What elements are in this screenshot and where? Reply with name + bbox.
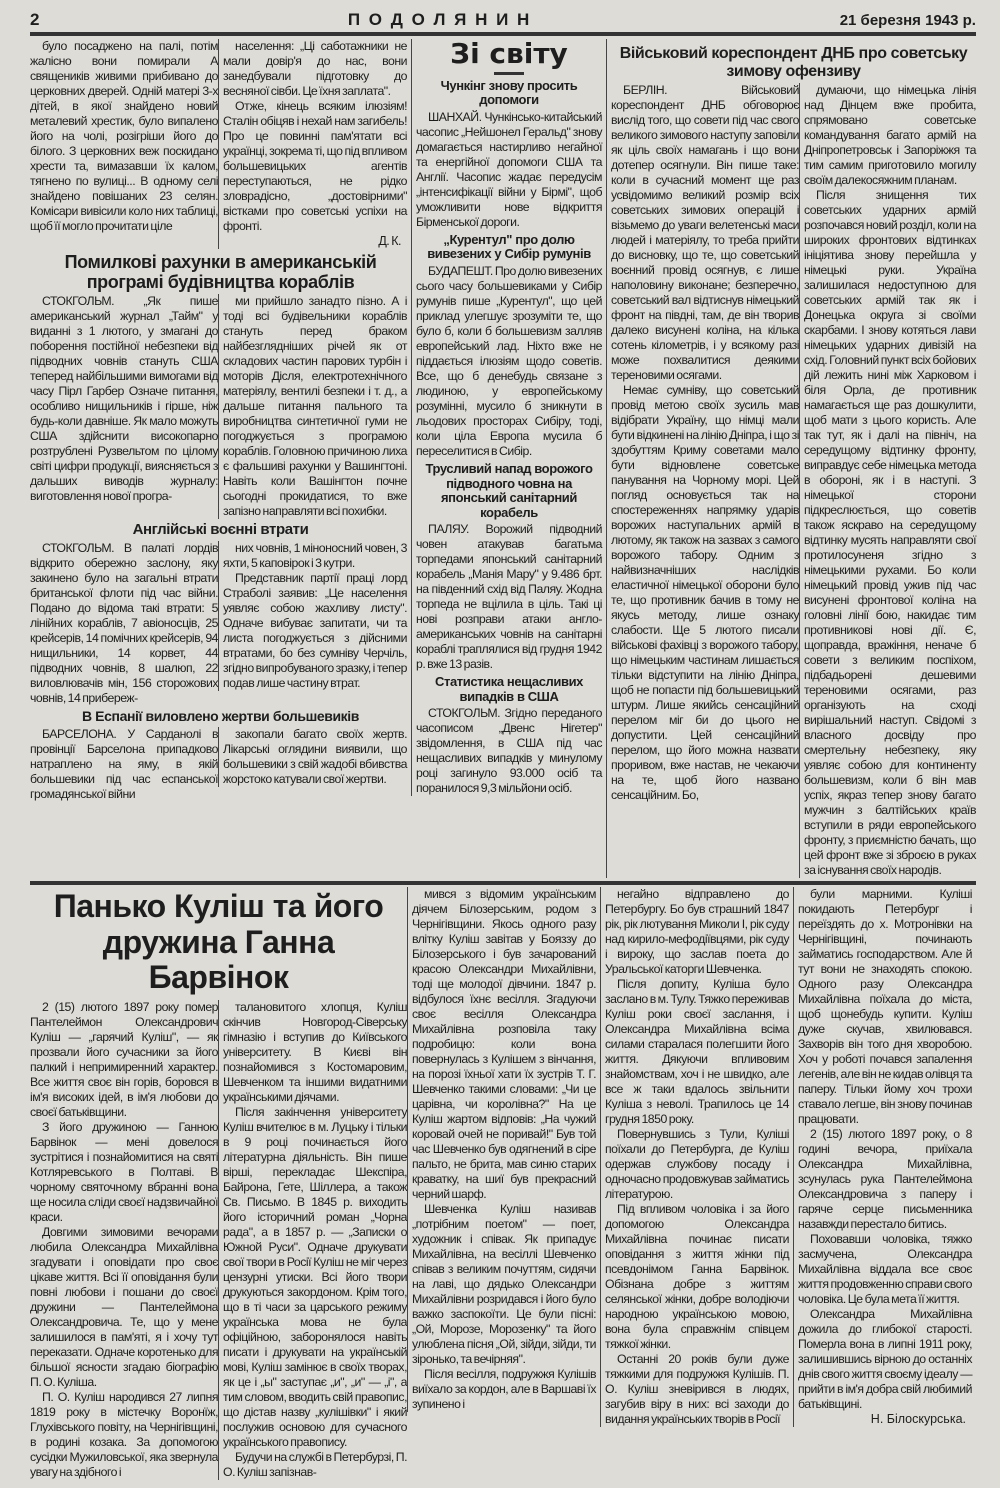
paragraph: ми прийшло занадто пізно. А і тоді всі будівельники кораблів стануть перед браком найбезглядніших річей як от складових частин парових турбін і моторів Дісля, електротехнічного матеріялу, вентилі безпеки і т. д., а дальше питання пального та виробництва синтетичної гуми не погоджується з програмою кораблів. Головною причиною лиха є фальшиві рахунки у Вашингтоні. Навіть коли Вашінгтон почне сьогодні прокидатися, то вже запізно направляти всі похибки. xyxy=(223,294,407,519)
feature-col2 xyxy=(218,1000,407,1480)
paragraph: були марними. Куліші покидають Петербург і переїздять до х. Мотронівки на Чернігівщині, починають займатись господарством. Але й тут вони не знаходять спокою. Одного разу Олександра Михайлівна поїхала до міста, щоб щонебудь купити. Куліш дуже скучав, хвилювався. Захворів він того дня хворобою. Хоч у роботі почався запалення легенів, але він не кидав олівця та паперу. Тільки йому хоч трохи ставало легше, він знову починав працювати. xyxy=(798,886,972,1126)
paragraph: ПАЛЯУ. Ворожий підводний човен атакував багатьма торпедами японський санітарний корабель „Манія Мару" у 9.486 брт. на південний схід від Паляу. Жодна торпеда не вцілила в ціль. Такі ці нові розправи атаки англо-американських човнів на санітарні кораблі траплялися від грудня 1942 р. вже 13 разів. xyxy=(416,522,602,672)
article-e-columns xyxy=(611,83,976,878)
article-d xyxy=(30,727,411,802)
article-e-col1 xyxy=(611,83,799,803)
feature-first-columns xyxy=(30,1000,407,1480)
paragraph: БЕРЛІН. Військовий кореспондент ДНБ обговорює вислід того, що совети під час свого великого зимового наступу заповіли як ціль своїх намагань і що вони дотепер осягнули. Він пише таке: коли в сучасний момент ще раз усвідомимо великий розмір всіх советських зимових операцій і візьмемо до уваги велетенські маси людей і матеріялу, то треба прийти до висновку, що те, що советський воєнний провід осягнув, є лише наполовину виконане; безперечно, советський вал відтиснув німецький фронт на півдні, там, де він творив далеко висунені коліна, на кілька сотень кілометрів, і у всякому разі може похвалитися деякими тереновими осягами. xyxy=(611,82,799,382)
feature-col3 xyxy=(407,887,600,1412)
paragraph: думаючи, що німецька лінія над Дінцем вже пробита, спрямовано советське командування багато армій на Дніпропетровськ і Запоріжжя та тим самим приготовило могилу своїм далекосяжним планам. xyxy=(804,82,976,187)
paragraph: СТОКГОЛЬМ. „Як пише американський журнал „Тайм" у виданні з 1 лютого, у змагані до поборення постійної небезпеки від підводних човнів стануть США теперед найбільшими вимогами від часу Пірл Гарбер Означе питання, особливо нищильників і гірше, ніж будь-коли давніше. Як мало можуть США здійснити високопарно розтрублені Рузвельтом по цілому світі цифри продукції, виясняється з дальших виводів журналу: виготовлення нової програ- xyxy=(30,294,218,504)
issue-date: 21 березня 1943 р. xyxy=(839,11,976,29)
page-number: 2 xyxy=(30,10,40,29)
article-a-signature: Д. К. xyxy=(378,234,401,248)
paragraph: талановитого хлопця, Куліш скінчив Новгород-Сіверську гімназію і вступив до Київського університету. В Києві він познайомився з Костомаровим, Шевченком та іншими видатними українськими діячами. xyxy=(223,1000,407,1105)
feature-signature: Н. Білоскурська. xyxy=(870,1411,966,1426)
article-a-col2 xyxy=(218,39,407,249)
paragraph: П. О. Куліш народився 27 липня 1819 року в містечку Воронїж, Глухівського повіту, на Чернігівщині, в родині козака. За допомогою сусідки Мужиловської, яка звернула увагу на здібного і xyxy=(30,1390,218,1480)
paragraph: Будучи на службі в Петербурзі, П. О. Куліш запізнав- xyxy=(223,1450,407,1480)
section-dash xyxy=(494,72,524,75)
paragraph: було посаджено на палі, потім жалісно вони помирали А священиків живими прибивано до церковних дверей. Одній матері 3-х дітей, в якої знайдено новий металевий хрестик, було випалено його на чолі, розігріши його до білого. З церковних веж поскидано хрести та, вимазавши їх калом, тягнено по вулиці... В одному селі знайдено повішаних 23 селян. Комісари вивісили коло них таблиці, щоб її могло прочитати ціле xyxy=(30,39,218,233)
article-d-col1 xyxy=(30,727,218,802)
paragraph: Поховавши чоловіка, тяжко засмучена, Олександра Михайлівна віддала все своє життя продовженню справи свого чоловіка. Це була мета її життя. xyxy=(798,1231,972,1306)
article-b-col1 xyxy=(30,294,218,504)
feature-section xyxy=(30,881,976,1480)
article-c-col1 xyxy=(30,541,218,706)
world-item-4-headline: Статистика нещасливих випадків в США xyxy=(434,674,583,704)
paragraph: Після знищення тих советських ударних армій розпочався новий розділ, коли на широких фронтових відтинках ініціятива знову перейшла у німецькі руки. Україна залишилася недоступною для советських армій так як і Донецька округа зі своїми скарбами. І знову котяться лави німецьких ударних дивізій на схід. Головний пункт всіх бойових дій лежить нині між Харковом і біля Орла, де противник намагається ще раз дошкулити, щоб мати з цього користь. Але так тут, як і далі на північ, на середущому відтинку фронту, виправдує себе німецька метода в обороні, як і в наступі. З німецької сторони підкреслюється, що советів також яскраво на середущому відтинку мусять направляти свої протилосуненя згідно з німецькими рухами. Бо коли німецький провід ужив під час висунені фронтової коліна на головні лінії бою, накидає тим противникові нові дії. Є, щоправда, вражіння, неначе б совети з великим поспіхом, підбадьорені дешевими тереновими осягами, раз організують на сході вирішальний наступ. Свідомі з власного досвіду про смертельну небезпеку, яку уявляє собою для континенту большевизм, коли б він мав успіх, якраз тепер знову багато мужчин з балтійських країв вступили в ряди европейського фронту, з приємністю бачать, що цей фронт вже зі зброєю в руках за існування своїх народів. xyxy=(804,187,976,877)
article-b xyxy=(30,294,411,519)
paragraph: Повернувшись з Тули, Куліші поїхали до Петербурга, де Куліш одержав службову посаду і одночасно продовжував займатись літературою. xyxy=(605,1126,789,1201)
paragraph: Останні 20 років були дуже тяжкими для подружжя Кулішів. П. О. Куліш зневірився в людях, загубив віру в них: всі заходи до видання українських творів в Росії xyxy=(605,1351,789,1426)
article-c-headline: Англійські воєнні втрати xyxy=(132,521,309,539)
world-item-3-text xyxy=(416,522,602,672)
article-a xyxy=(30,39,411,249)
paragraph: негайно відправлено до Петербургу. Бо був страшний 1847 рік, рік лютування Миколи І, рік суду над кирило-мефодіївцями, рік суду і вироку, що заслав поета до Уральської каторги Шевченка. xyxy=(605,886,789,976)
article-d-col2 xyxy=(218,727,407,787)
paragraph: Після закінчення університету Куліш вчителює в м. Луцьку і тільки в 9 році починається його літературна діяльність. Він пише вірші, перекладає Шекспіра, Байрона, Гете, Шіллера, а також Св. Письмо. В 1845 р. виходить його історичний роман „Чорна рада", а в 1857 р. — „Записки о Южной Руси". Одначе друкувати свої твори в Росії Куліш не міг через цензурні утиски. Всі його твори друкуються закордоном. Крім того, що в ті часи за царського режиму українська мова не була офіційною, заборонялося навіть писати і друкувати на українській мові, Куліш замінює в своїх творах, як це і „ы" заступає „и", „и" — „і", а тим словом, вводить свій правопис, що дістав назву „кулішівки" і який послужив основою для сучасного українського правопису. xyxy=(223,1105,407,1450)
article-b-headline: Помилкові рахунки в американській програмі будівництва кораблів xyxy=(64,252,377,293)
feature-col4 xyxy=(600,887,793,1427)
article-a-col2-text xyxy=(223,39,407,234)
left-articles xyxy=(30,39,411,802)
world-item-2-text xyxy=(416,264,602,459)
feature-col5-wrap xyxy=(793,887,976,1427)
paragraph: Представник партії праці лорд Страболі заявив: „Це населення уявляє собою жахливу листу". Одначе вибуває запитати, чи та листа погоджується з дійсними втратами, бо без сумніву Черчіль, згідно випробуваного зразку, і тепер подав лише частину втрат. xyxy=(223,571,407,691)
paragraph: З його дружиною — Ганною Барвінок — мені довелося зустрітися і познайомитися на святі Котляревського в Полтаві. В чорному святочному вбранні вона ще носила сліди своєї надзвичайної краси. xyxy=(30,1120,218,1225)
feature-headline: Панько Куліш та його дружина Ганна Барвінок xyxy=(53,887,384,996)
article-c xyxy=(30,541,411,706)
paragraph: Отже, кінець всяким ілюзіям! Сталін обіцяв і нехай нам загибель! Про це повинні пам'ятати всі українці, зокрема ті, що під впливом большевицьких агентів переступаються, не рідко зловрадісно, „достовірними" вістками про советські успіхи на фронті. xyxy=(223,99,407,233)
top-section xyxy=(30,36,976,878)
paragraph: Після весілля, подружжя Кулішів виїхало за кордон, але в Варшаві їх зупинено і xyxy=(412,1366,596,1411)
paragraph: 2 (15) лютого 1897 року, о 8 годині вечора, приїхала Олександра Михайлівна, зсунулась рука Пантелеймона Олександровича з паперу і гаряче серце письменника назавжди перестало битись. xyxy=(798,1126,972,1231)
newspaper-title: П О Д О Л Я Н И Н xyxy=(347,10,532,29)
paragraph: БУДАПЕШТ. Про долю вивезених сього часу большевиками у Сибір румунів пише „Курентул", що цей приклад улегшує зрозуміти те, що було б, коли б большевизм залляв европейський лад. Ніхто вже не піддається ілюзіям щодо советів. Все, що б денебудь связане з людиною, у европейському розумінні, мусило б зникнути в льодових просторах Сибіру, тоді, коли ціла Европа мусила б переселитися в Сибір. xyxy=(416,263,602,458)
paragraph: СТОКГОЛЬМ. Згідно переданого часописом „Двенс Нігетер" звідомлення, в США під час нещасливих випадків у минулому році загинуло 93.000 осіб та поранилося 9,3 мільйони осіб. xyxy=(416,706,602,796)
world-item-1-text xyxy=(416,110,602,230)
world-item-1-headline: Чункінг знову просить допомоги xyxy=(440,77,578,108)
feature-col1 xyxy=(30,1000,218,1480)
paragraph: Шевченка Куліш називав „потрібним поетом" — поет, художник і співак. Як припадує Михайлівна, на весіллі Шевченко співав з великим почуттям, сидячи на лаві, що дядько Олександри Михайлівни розридався і його було важко заспокоїти. Це були пісні: „Ой, Морозе, Морозенку" та його улюблена пісня „Ой, зійди, зійди, ти зіронько, та вечірняя". xyxy=(412,1201,596,1366)
paragraph: закопали багато своїх жертв. Лікарські оглядини виявили, що большевики з свій жадобі вбивства жорстоко катували свої жертви. xyxy=(223,726,407,786)
feature-left xyxy=(30,887,407,1480)
paragraph: них човнів, 1 міноносний човен, 3 яхти, 5 каповірок і 3 кутри. xyxy=(223,541,407,571)
world-item-4-text xyxy=(416,706,602,796)
article-d-headline: В Еспанії виловлено жертви большевиків xyxy=(81,708,359,725)
paragraph: Немає сумніву, що советський провід метою своїх зусиль мав відібрати Україну, що німці мали бути відкинені на лінію Дніпра, і що зі здобуттям Криму советами мало бути відновлене советське панування на Чорному морі. Цей погляд основується так на спостереженнях напрямку ударів ворожих наступальних армій в лютому, як також на зазвах з самого ворожого табору. Одним з найвизначніших наслідків еластичної німецької оборони було те, що противник бачив в тому не якусь методу, лише ознаку слабости. Ще 5 лютого писали військові фахівці з ворожого табору, що німецьким частинам лишається тільки відступити на лінію Дніпра, щоб не попасти під большевицький штурм. Лише якийсь сенсаційний перелом міг би до цього не допустити. Цей сенсаційний перелом, що його можна назвати проривом, вже настав, не чекаючи на те, щоб його названо сенсаційним. Бо, xyxy=(611,382,799,802)
article-a-col1 xyxy=(30,39,218,234)
paragraph: населення: „Ці саботажники не мали довір'я до нас, вони занедбували підготовку до весняної сівби. Це їхня заплата". xyxy=(223,39,407,98)
paragraph: 2 (15) лютого 1897 року помер Пантелеймон Олександрович Куліш — „гарячий Куліш", — як прозвали його сучасники за його палкий і непримиренний характер. Все життя своє він горів, боровся в ім'я високих ідей, в ім'я любови до своєї батьківщини. xyxy=(30,1000,218,1120)
paragraph: БАРСЕЛОНА. У Сарданолі в провінції Барселона припадково натраплено на яму, в якій большевики під час еспанської громадянської війни xyxy=(30,726,218,801)
paragraph: Під впливом чоловіка і за його допомогою Олександра Михайлівна починає писати оповідання з життя жінки під псевдонімом Ганна Барвінок. Обізнана добре з життям селянської жінки, добре володіючи народною українською мовою, вона була справжнім співцем тяжкої жінки. xyxy=(605,1201,789,1351)
article-e xyxy=(606,39,976,878)
world-item-3-headline: Трусливий напад ворожого підводного човна на японський санітарний корабель xyxy=(425,460,593,520)
paragraph: мився з відомим українським діячем Білозерським, родом з Чернігівщини. Якось одного разу влітку Куліш завітав у Бояззу до Білозерського і був зачарований красою Олександри Михайлівни, тоді ще молодої дівчини. 1847 р. відбулося їхнє весілля. Згадуючи своє весілля Олександра Михайлівна розповіла таку подробицю: коли вона повернулась з Кулішем з вінчання, на порозі їхньої хати їх зустрів Т. Г. Шевченко такими словами: „Чи це царівна, чи королівна?" На це Куліш жартом відповів: „На чужий коровай очей не поривай!" Був той час Шевченко був одягнений в сіре пальто, не брита, мав синю старих краватку, на шиї був прекрасний черний шарф. xyxy=(412,886,596,1201)
masthead xyxy=(30,8,976,36)
article-e-col2 xyxy=(799,83,976,878)
paragraph: Після допиту, Куліша було заслано в м. Тулу. Тяжко переживав Куліш роки своєї заслання, і Олександра Михайлівна всіма силами старалася полегшити його життя. Дякуючи впливовим знайомствам, хоч і не швидко, але все ж таки вдалось звільнити Куліша з неволі. Трапилось це 14 грудня 1850 року. xyxy=(605,976,789,1126)
paragraph: Олександра Михайлівна дожила до глибокої старості. Померла вона в липні 1911 року, залишившись вірною до останніх днів свого життя своєму ідеалу — прийти в ім'я добра свій любимий батьківщині. xyxy=(798,1306,972,1411)
article-c-col2 xyxy=(218,541,407,691)
world-item-2-headline: „Курентул" про долю вивезених у Сибір румунів xyxy=(427,231,591,262)
world-column xyxy=(411,39,606,796)
paragraph: Довгими зимовими вечорами любила Олександра Михайлівна згадувати і оповідати про своє цікаве життя. Всі її оповідання були повні любови і пошани до своєї дружини — Пантелеймона Олександровича. Те, що у мене залишилося в пам'яті, я і хочу тут переказати. Одначе коротенько для більшої ясности згадаю біографію П. О. Куліша. xyxy=(30,1225,218,1390)
world-section-title: Зі світу xyxy=(450,37,568,70)
article-b-col2 xyxy=(218,294,407,519)
paragraph: ШАНХАЙ. Чункінсько-китайський часопис „Нейшонел Геральд" знову домагається настирливо негайної та енергійної допомоги США та Англії. Часопис жадає передусім „інтенсифікації війни у Бірмі", щоб уможливити нове відкриття Бірменської дороги. xyxy=(416,109,602,229)
paragraph: СТОКГОЛЬМ. В палаті лордів відкрито обережно заслону, яку закинено було на загальні втрати британської флоти під час війни. Подано до відома такі втрати: 5 лінійних кораблів, 7 авіоносців, 25 крейсерів, 14 помічних крейсерів, 94 нищильники, 14 корвет, 44 підводних човнів, 8 шалюп, 22 виловлювачів мін, 156 сторожових човнів, 14 прибереж- xyxy=(30,541,218,706)
article-e-headline: Військовий кореспондент ДНБ про советську зимову офензиву xyxy=(619,45,968,80)
feature-col5 xyxy=(798,887,972,1412)
